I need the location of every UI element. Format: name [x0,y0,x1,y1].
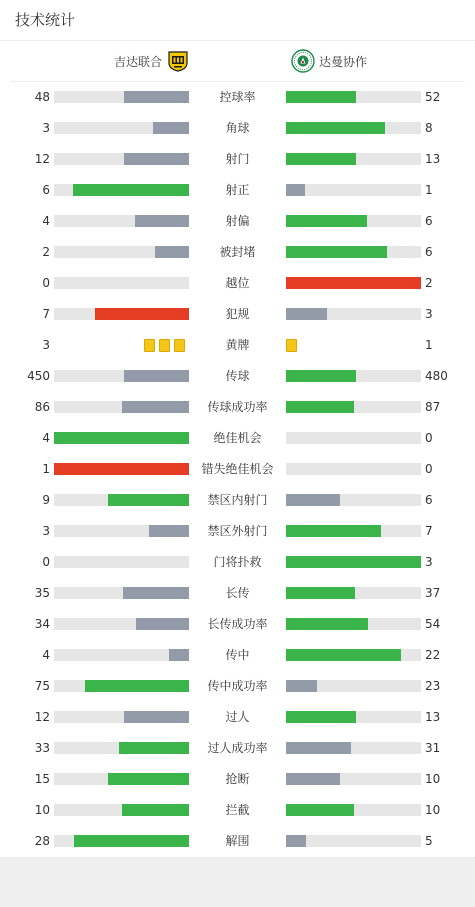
stat-row [0,113,475,144]
stat-row [0,516,475,547]
stat-row [0,764,475,795]
away-bar-track [286,835,421,847]
away-bar-track [286,184,421,196]
home-bar-track [54,618,189,630]
home-bar [54,463,189,475]
home-bar [124,711,189,723]
away-bar-track [286,587,421,599]
away-value: 5 [425,834,433,848]
home-bar [85,680,189,692]
away-bar-track [286,494,421,506]
stat-row [0,299,475,330]
away-bar-track [286,153,421,165]
stat-label: 角球 [225,121,250,135]
home-value: 4 [42,648,50,662]
section-title: 技术统计 [15,11,76,29]
away-bar [286,649,401,661]
home-bar-track [54,711,189,723]
away-bar-track [286,122,421,134]
stat-row [0,795,475,826]
stat-label: 射正 [225,183,250,197]
home-bar [124,91,189,103]
stat-label: 禁区外射门 [207,524,268,538]
home-value: 7 [42,307,50,321]
away-bar-track [286,773,421,785]
home-bar [95,308,190,320]
away-value: 480 [425,369,448,383]
home-team-name: 吉达联合 [114,54,163,69]
yellow-card-icon [174,339,185,352]
home-bar [135,215,189,227]
away-bar-track [286,432,421,444]
away-value: 8 [425,121,433,135]
home-bar-track [54,649,189,661]
home-value: 3 [42,524,50,538]
stat-row [0,330,475,361]
stat-label: 过人 [225,710,250,724]
away-value: 52 [425,90,441,104]
home-bar [54,432,189,444]
home-value: 48 [34,90,50,104]
stat-row [0,392,475,423]
stat-row [0,423,475,454]
stat-label: 传球成功率 [207,400,268,414]
home-team[interactable] [114,41,190,81]
away-team-name: 达曼协作 [319,54,368,69]
home-bar-track [54,122,189,134]
home-bar-track [54,184,189,196]
stat-row [0,609,475,640]
away-value: 13 [425,152,441,166]
away-bar-track [286,277,421,289]
home-bar-track [54,91,189,103]
away-bar [286,835,306,847]
away-value: 2 [425,276,433,290]
stat-label: 绝佳机会 [213,431,262,445]
home-bar-track [54,370,189,382]
stat-label: 长传成功率 [207,617,268,631]
stat-label: 控球率 [219,90,256,104]
home-team-logo-icon [166,49,190,73]
away-bar [286,91,356,103]
stat-row [0,733,475,764]
home-value: 86 [34,400,50,414]
stat-row [0,237,475,268]
home-bar [108,773,189,785]
away-value: 10 [425,772,441,786]
away-bar-track [286,742,421,754]
away-value: 87 [425,400,441,414]
home-value: 6 [42,183,50,197]
away-value: 0 [425,462,433,476]
away-bar [286,804,354,816]
home-value: 450 [27,369,50,383]
home-value: 3 [42,121,50,135]
away-value: 23 [425,679,441,693]
away-value: 6 [425,493,433,507]
away-bar-track [286,618,421,630]
yellow-card-icon [286,339,297,352]
away-bar-track [286,308,421,320]
away-bar [286,370,356,382]
away-bar [286,618,368,630]
home-bar-track [54,401,189,413]
home-bar-track [54,556,189,568]
stat-row [0,206,475,237]
home-value: 2 [42,245,50,259]
away-bar-track [286,463,421,475]
away-bar [286,525,381,537]
away-bar [286,401,354,413]
home-value: 15 [34,772,50,786]
home-bar [169,649,189,661]
away-bar [286,556,421,568]
home-bar [122,401,190,413]
away-value: 6 [425,214,433,228]
stat-label: 射偏 [225,214,250,228]
stat-label: 传中 [225,648,250,662]
away-team-logo-icon [291,49,315,73]
stat-row [0,826,475,857]
away-value: 3 [425,307,433,321]
home-value: 12 [34,152,50,166]
stat-label: 犯规 [225,307,250,321]
home-value: 35 [34,586,50,600]
stat-row [0,82,475,113]
away-value: 13 [425,710,441,724]
away-bar [286,122,385,134]
home-bar [136,618,189,630]
stat-label: 过人成功率 [207,741,268,755]
home-bar-track [54,277,189,289]
home-bar [123,587,189,599]
home-bar-track [54,153,189,165]
away-value: 7 [425,524,433,538]
away-bar [286,184,305,196]
home-value: 1 [42,462,50,476]
away-value: 54 [425,617,441,631]
home-bar [119,742,189,754]
home-value: 0 [42,276,50,290]
away-bar [286,587,355,599]
away-bar-track [286,401,421,413]
stat-label: 射门 [225,152,250,166]
home-bar [153,122,189,134]
home-bar [124,370,189,382]
away-bar-track [286,370,421,382]
stat-row [0,671,475,702]
away-bar [286,215,367,227]
home-value: 0 [42,555,50,569]
home-value: 75 [34,679,50,693]
home-bar-track [54,773,189,785]
yellow-card-icon [159,339,170,352]
away-value: 10 [425,803,441,817]
home-bar-track [54,246,189,258]
away-bar [286,742,351,754]
away-value: 1 [425,183,433,197]
stat-row [0,702,475,733]
stat-label: 抢断 [225,772,250,786]
away-value: 37 [425,586,441,600]
stat-row [0,485,475,516]
stat-label: 传中成功率 [207,679,268,693]
stat-label: 黄牌 [225,338,250,352]
stat-row [0,640,475,671]
home-bar [124,153,189,165]
away-value: 1 [425,338,433,352]
home-value: 10 [34,803,50,817]
away-bar-track [286,556,421,568]
home-bar [149,525,190,537]
stat-row [0,175,475,206]
home-value: 28 [34,834,50,848]
stat-label: 禁区内射门 [207,493,268,507]
home-bar-track [54,308,189,320]
away-bar-track [286,91,421,103]
away-value: 31 [425,741,441,755]
home-value: 4 [42,431,50,445]
stat-label: 被封堵 [219,245,256,259]
home-bar-track [54,804,189,816]
home-bar [108,494,189,506]
home-bar-track [54,742,189,754]
home-bar [73,184,189,196]
home-bar-track [54,432,189,444]
away-bar [286,773,340,785]
home-value: 12 [34,710,50,724]
home-bar-track [54,494,189,506]
away-value: 0 [425,431,433,445]
home-value: 4 [42,214,50,228]
home-bar-track [54,215,189,227]
away-bar [286,153,356,165]
home-bar [122,804,190,816]
away-bar [286,680,317,692]
stat-label: 越位 [225,276,250,290]
away-bar [286,277,421,289]
stat-label: 拦截 [225,803,250,817]
away-value: 6 [425,245,433,259]
stat-row [0,547,475,578]
stat-row [0,361,475,392]
stat-label: 传球 [225,369,250,383]
home-bar-track [54,587,189,599]
stat-label: 长传 [225,586,250,600]
home-bar [74,835,189,847]
away-team[interactable] [291,41,367,81]
home-bar-track [54,525,189,537]
away-value: 22 [425,648,441,662]
home-value: 9 [42,493,50,507]
stat-label: 解围 [225,834,250,848]
stat-row [0,268,475,299]
team-header [0,41,475,81]
stat-label: 错失绝佳机会 [201,462,274,476]
home-bar-track [54,680,189,692]
away-value: 3 [425,555,433,569]
away-bar [286,308,327,320]
away-bar-track [286,680,421,692]
away-bar-track [286,711,421,723]
stat-row [0,578,475,609]
home-bar [155,246,189,258]
home-value: 3 [42,338,50,352]
stat-row [0,144,475,175]
home-bar-track [54,835,189,847]
away-bar-track [286,649,421,661]
away-bar-track [286,215,421,227]
home-value: 34 [34,617,50,631]
away-bar [286,494,340,506]
stat-row [0,454,475,485]
home-bar-track [54,463,189,475]
away-bar [286,246,387,258]
away-bar [286,711,356,723]
home-value: 33 [34,741,50,755]
stat-label: 门将扑救 [213,555,262,569]
away-bar-track [286,804,421,816]
away-bar-track [286,246,421,258]
yellow-card-icon [144,339,155,352]
away-bar-track [286,525,421,537]
